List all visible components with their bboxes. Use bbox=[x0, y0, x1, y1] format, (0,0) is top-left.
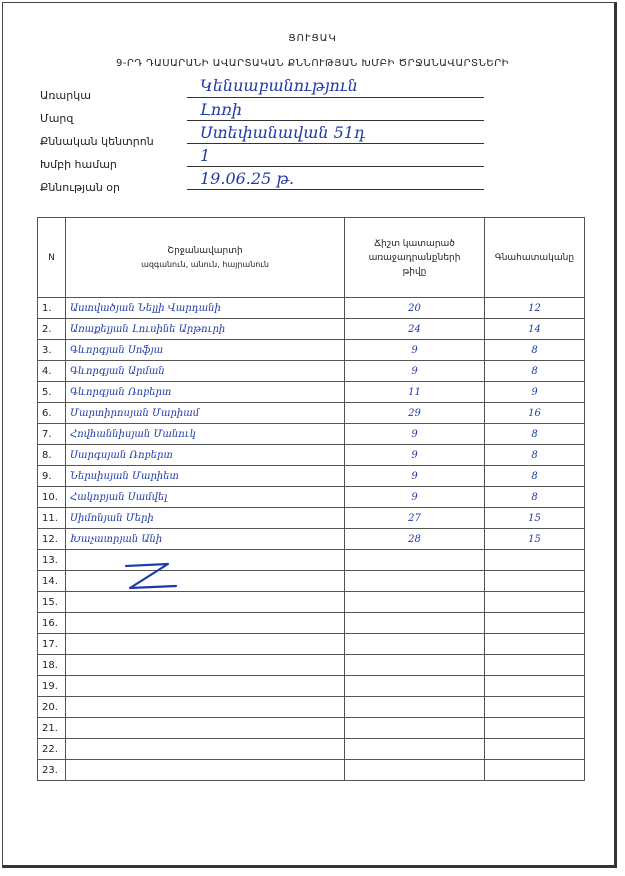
row-number: 2. bbox=[38, 319, 66, 340]
row-number: 20. bbox=[38, 697, 66, 718]
student-name-cell bbox=[66, 634, 345, 655]
correct-count-cell bbox=[345, 760, 485, 781]
grade-cell bbox=[485, 592, 585, 613]
table-row bbox=[38, 319, 585, 340]
col-name-subtitle: ազգանուն, անուն, հայրանուն bbox=[141, 259, 269, 269]
table-row bbox=[38, 298, 585, 319]
table-row bbox=[38, 760, 585, 781]
group-number-label: Խմբի համար bbox=[40, 158, 117, 171]
correct-count-cell: 9 bbox=[345, 466, 485, 487]
table-row bbox=[38, 487, 585, 508]
grade-cell bbox=[485, 613, 585, 634]
region-value: Լոռի bbox=[200, 100, 242, 119]
correct-count-cell: 9 bbox=[345, 445, 485, 466]
col-name-title: Շրջանավարտի bbox=[167, 245, 243, 256]
correct-count-cell: 20 bbox=[345, 298, 485, 319]
correct-count-cell: 28 bbox=[345, 529, 485, 550]
row-number: 6. bbox=[38, 403, 66, 424]
correct-count-cell bbox=[345, 634, 485, 655]
student-name-cell: Աստվածյան Նելլի Վարդանի bbox=[66, 298, 345, 319]
student-name-cell: Խաչատրյան Անի bbox=[66, 529, 345, 550]
table-row bbox=[38, 508, 585, 529]
grade-cell bbox=[485, 634, 585, 655]
row-number: 15. bbox=[38, 592, 66, 613]
correct-count-cell: 11 bbox=[345, 382, 485, 403]
exam-date-label: Քննության օր bbox=[40, 181, 120, 194]
correct-count-cell bbox=[345, 739, 485, 760]
row-number: 19. bbox=[38, 676, 66, 697]
strike-z-mark bbox=[120, 558, 180, 598]
grade-cell bbox=[485, 655, 585, 676]
grade-cell bbox=[485, 718, 585, 739]
row-number: 11. bbox=[38, 508, 66, 529]
correct-count-cell: 9 bbox=[345, 487, 485, 508]
grade-cell: 12 bbox=[485, 298, 585, 319]
table-row bbox=[38, 424, 585, 445]
exam-center-label: Քննական կենտրոն bbox=[40, 135, 154, 148]
document-subtitle: 9-ՐԴ ԴԱՍԱՐԱՆԻ ԱՎԱՐՏԱԿԱՆ ՔՆՆՈՒԹՅԱՆ ԽՄԲԻ ԾՐՋԱՆԱՎԱՐՏՆԵՐԻ bbox=[115, 58, 510, 69]
col-correct-header: Ճիշտ կատարած առաջադրանքների թիվը bbox=[345, 218, 485, 298]
correct-count-cell bbox=[345, 571, 485, 592]
region-label: Մարզ bbox=[40, 112, 74, 125]
col-name-header bbox=[66, 218, 345, 298]
student-name-cell: Հովհաննիսյան Մանուկ bbox=[66, 424, 345, 445]
table-row bbox=[38, 613, 585, 634]
correct-count-cell bbox=[345, 718, 485, 739]
row-number: 14. bbox=[38, 571, 66, 592]
row-number: 1. bbox=[38, 298, 66, 319]
table-row bbox=[38, 361, 585, 382]
grade-cell bbox=[485, 550, 585, 571]
grade-cell: 8 bbox=[485, 424, 585, 445]
correct-count-cell bbox=[345, 592, 485, 613]
row-number: 21. bbox=[38, 718, 66, 739]
correct-count-cell: 9 bbox=[345, 340, 485, 361]
student-name-cell bbox=[66, 739, 345, 760]
col-grade-header: Գնահատականը bbox=[485, 218, 585, 298]
student-name-cell bbox=[66, 613, 345, 634]
row-number: 8. bbox=[38, 445, 66, 466]
student-name-cell bbox=[66, 592, 345, 613]
student-name-cell bbox=[66, 655, 345, 676]
exam-center-value: Ստեփանավան 51դ bbox=[200, 123, 366, 142]
grade-cell: 15 bbox=[485, 508, 585, 529]
row-number: 3. bbox=[38, 340, 66, 361]
group-number-line bbox=[187, 148, 484, 167]
grade-cell bbox=[485, 571, 585, 592]
grade-cell: 8 bbox=[485, 487, 585, 508]
subject-value: Կենսաբանություն bbox=[200, 76, 358, 95]
grade-cell: 16 bbox=[485, 403, 585, 424]
row-number: 13. bbox=[38, 550, 66, 571]
correct-count-cell bbox=[345, 676, 485, 697]
grade-cell: 8 bbox=[485, 466, 585, 487]
results-table bbox=[37, 217, 585, 781]
exam-date-value: 19.06.25 թ. bbox=[200, 169, 295, 188]
student-name-cell bbox=[66, 571, 345, 592]
row-number: 7. bbox=[38, 424, 66, 445]
grade-cell: 8 bbox=[485, 361, 585, 382]
grade-cell: 15 bbox=[485, 529, 585, 550]
student-name-cell: Մարտիրոսյան Մարիամ bbox=[66, 403, 345, 424]
correct-count-cell: 24 bbox=[345, 319, 485, 340]
student-name-cell bbox=[66, 676, 345, 697]
correct-count-cell: 29 bbox=[345, 403, 485, 424]
student-name-cell bbox=[66, 697, 345, 718]
correct-count-cell bbox=[345, 697, 485, 718]
table-row bbox=[38, 655, 585, 676]
row-number: 18. bbox=[38, 655, 66, 676]
student-name-cell bbox=[66, 718, 345, 739]
table-row bbox=[38, 403, 585, 424]
group-number-value: 1 bbox=[200, 146, 211, 165]
row-number: 16. bbox=[38, 613, 66, 634]
grade-cell: 9 bbox=[485, 382, 585, 403]
row-number: 5. bbox=[38, 382, 66, 403]
col-number-header: N bbox=[38, 218, 66, 298]
table-header-row bbox=[38, 218, 585, 298]
student-name-cell bbox=[66, 550, 345, 571]
grade-cell bbox=[485, 760, 585, 781]
row-number: 22. bbox=[38, 739, 66, 760]
correct-count-cell bbox=[345, 550, 485, 571]
table-row bbox=[38, 739, 585, 760]
correct-count-cell bbox=[345, 655, 485, 676]
subject-label: Առարկա bbox=[40, 89, 91, 102]
table-row bbox=[38, 340, 585, 361]
row-number: 12. bbox=[38, 529, 66, 550]
student-name-cell: Առաքելյան Լուսինե Արթուրի bbox=[66, 319, 345, 340]
table-row bbox=[38, 529, 585, 550]
student-name-cell: Սարգսյան Ռոբերտ bbox=[66, 445, 345, 466]
row-number: 17. bbox=[38, 634, 66, 655]
correct-count-cell bbox=[345, 613, 485, 634]
student-name-cell: Ներսիսյան Մարիետ bbox=[66, 466, 345, 487]
row-number: 10. bbox=[38, 487, 66, 508]
table-row bbox=[38, 676, 585, 697]
table-row bbox=[38, 466, 585, 487]
correct-count-cell: 27 bbox=[345, 508, 485, 529]
row-number: 9. bbox=[38, 466, 66, 487]
student-name-cell: Սիմոնյան Մերի bbox=[66, 508, 345, 529]
grade-cell: 8 bbox=[485, 445, 585, 466]
document-title: ՑՈՒՑԱԿ bbox=[288, 33, 337, 44]
grade-cell: 8 bbox=[485, 340, 585, 361]
student-name-cell: Գևորգյան Ռոբերտ bbox=[66, 382, 345, 403]
grade-cell: 14 bbox=[485, 319, 585, 340]
row-number: 4. bbox=[38, 361, 66, 382]
student-name-cell: Գևորգյան Սոֆյա bbox=[66, 340, 345, 361]
grade-cell bbox=[485, 739, 585, 760]
correct-count-cell: 9 bbox=[345, 424, 485, 445]
student-name-cell: Հակոբյան Սամվել bbox=[66, 487, 345, 508]
table-row bbox=[38, 718, 585, 739]
row-number: 23. bbox=[38, 760, 66, 781]
table-row bbox=[38, 634, 585, 655]
table-row bbox=[38, 382, 585, 403]
correct-count-cell: 9 bbox=[345, 361, 485, 382]
table-row bbox=[38, 445, 585, 466]
table-row bbox=[38, 697, 585, 718]
student-name-cell bbox=[66, 760, 345, 781]
grade-cell bbox=[485, 676, 585, 697]
grade-cell bbox=[485, 697, 585, 718]
student-name-cell: Գևորգյան Արման bbox=[66, 361, 345, 382]
